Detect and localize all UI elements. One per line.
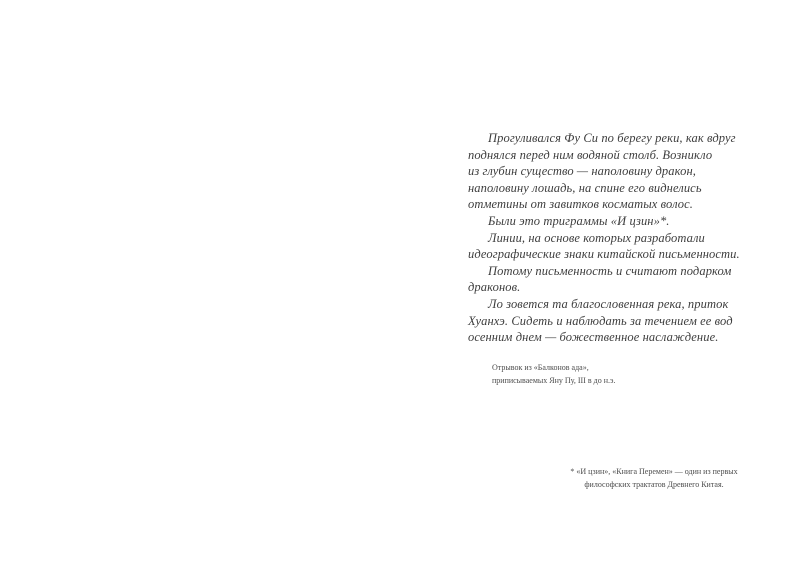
text-line: осенним днем — божественное наслаждение. <box>468 330 719 345</box>
text-line: идеографические знаки китайской письменности. <box>468 247 740 262</box>
text-line: философских трактатов Древнего Китая. <box>584 480 724 489</box>
body-text-block <box>468 130 753 346</box>
text-line: наполовину лошадь, на спине его виднелись <box>468 180 702 195</box>
text-line: Прогуливался Фу Си по берегу реки, как вдруг <box>488 131 736 145</box>
text-line: драконов. <box>468 280 521 295</box>
text-line: Хуанхэ. Сидеть и наблюдать за течением ее вод <box>468 313 733 328</box>
text-line: Были это триграммы «И цзин»*. <box>488 213 670 228</box>
text-line: Отрывок из «Балконов ада», <box>492 363 589 372</box>
attribution-caption <box>492 361 615 387</box>
text-line: Линии, на основе которых разработали <box>488 230 705 245</box>
footnote <box>558 465 750 491</box>
text-line: * «И цзин», «Книга Перемен» — один из первых <box>570 467 738 476</box>
text-line: приписываемых Яну Пу, III в до н.э. <box>492 376 616 385</box>
text-line: поднялся перед ним водяной столб. Возникло <box>468 147 713 162</box>
text-line: Потому письменность и считают подарком <box>488 263 732 278</box>
text-line: из глубин существо — наполовину дракон, <box>468 164 696 179</box>
text-line: Ло зовется та благословенная река, приток <box>488 296 729 311</box>
text-line: отметины от завитков косматых волос. <box>468 197 693 212</box>
